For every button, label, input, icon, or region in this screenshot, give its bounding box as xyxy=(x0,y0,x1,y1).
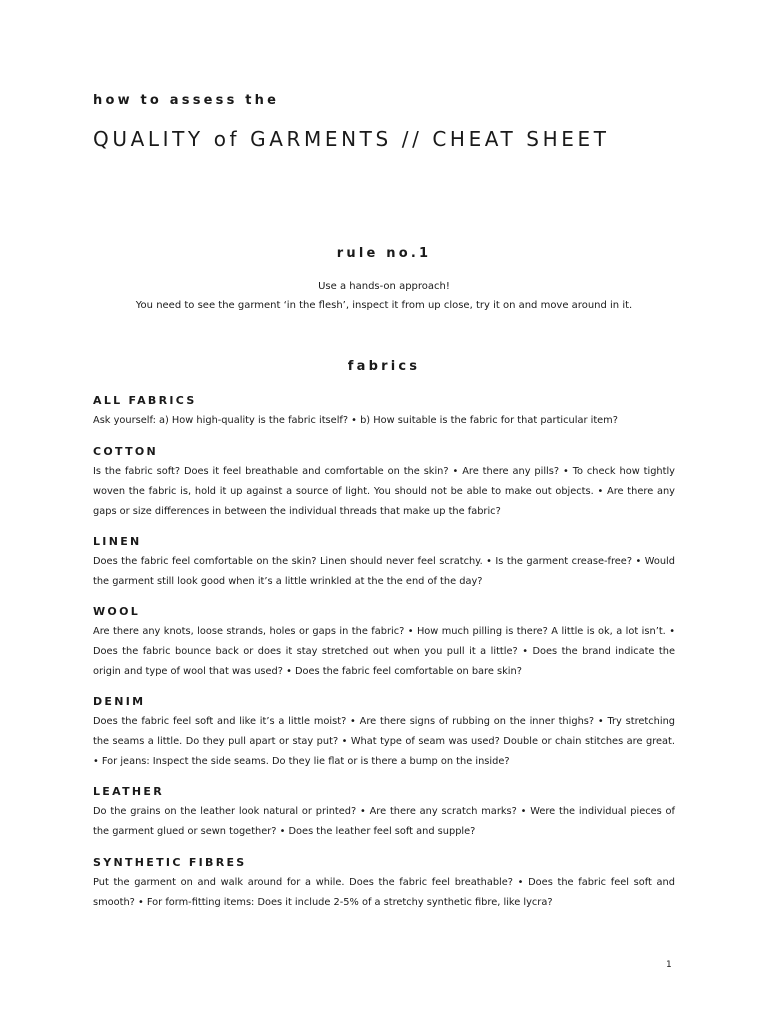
fabric-name: LEATHER xyxy=(93,785,164,798)
fabric-name: COTTON xyxy=(93,445,159,458)
rule-line-1: Use a hands-on approach! xyxy=(318,281,450,292)
fabric-section-all-fabrics xyxy=(93,393,675,431)
fabric-section-leather xyxy=(93,784,675,842)
title-kicker: how to assess the xyxy=(93,93,280,108)
fabric-text: Put the garment on and walk around for a while. Does the fabric feel breathable? • Does the fabric feel soft and smooth? • For form-fitting items: Does it include 2-5% of a stretchy synthetic fibre, like lycra? xyxy=(93,877,675,908)
fabric-section-synthetic-fibres xyxy=(93,855,675,913)
fabric-name: DENIM xyxy=(93,695,146,708)
fabric-name: ALL FABRICS xyxy=(93,394,197,407)
fabric-text: Ask yourself: a) How high-quality is the fabric itself? • b) How suitable is the fabric for that particular item? xyxy=(93,415,618,426)
fabric-section-linen xyxy=(93,534,675,592)
page-number: 1 xyxy=(666,960,672,970)
page-title: QUALITY of GARMENTS // CHEAT SHEET xyxy=(93,127,610,151)
fabric-text: Is the fabric soft? Does it feel breathable and comfortable on the skin? • Are there any pills? • To check how tightly woven the fabric is, hold it up against a source of light. You should not be able to make out objects. • Are there any gaps or size differences in between the individual threads that make up the fabric? xyxy=(93,466,675,517)
fabric-text: Do the grains on the leather look natural or printed? • Are there any scratch marks? • Were the individual pieces of the garment glued or sewn together? • Does the leather feel soft and supple? xyxy=(93,806,675,837)
fabric-name: WOOL xyxy=(93,605,141,618)
rule-heading: rule no.1 xyxy=(336,246,432,261)
fabric-text: Does the fabric feel soft and like it’s a little moist? • Are there signs of rubbing on the inner thighs? • Try stretching the seams a little. Do they pull apart or stay put? • What type of seam was used? Double or chain stitches are great. • For jeans: Inspect the side seams. Do they lie flat or is there a bump on the inside? xyxy=(93,716,675,767)
fabrics-heading: fabrics xyxy=(347,359,421,374)
fabric-section-cotton xyxy=(93,444,675,522)
fabric-section-denim xyxy=(93,694,675,772)
rule-line-2: You need to see the garment ‘in the flesh’, inspect it from up close, try it on and move around in it. xyxy=(135,300,633,311)
fabric-text: Does the fabric feel comfortable on the skin? Linen should never feel scratchy. • Is the garment crease-free? • Would the garment still look good when it’s a little wrinkled at the the end of the day? xyxy=(93,556,675,587)
fabric-name: SYNTHETIC FIBRES xyxy=(93,856,247,869)
fabric-name: LINEN xyxy=(93,535,142,548)
fabric-text: Are there any knots, loose strands, holes or gaps in the fabric? • How much pilling is there? A little is ok, a lot isn’t. • Does the fabric bounce back or does it stay stretched out when you pull it a little? • Does the brand indicate the origin and type of wool that was used? • Does the fabric feel comfortable on bare skin? xyxy=(93,626,675,677)
fabric-section-wool xyxy=(93,604,675,682)
